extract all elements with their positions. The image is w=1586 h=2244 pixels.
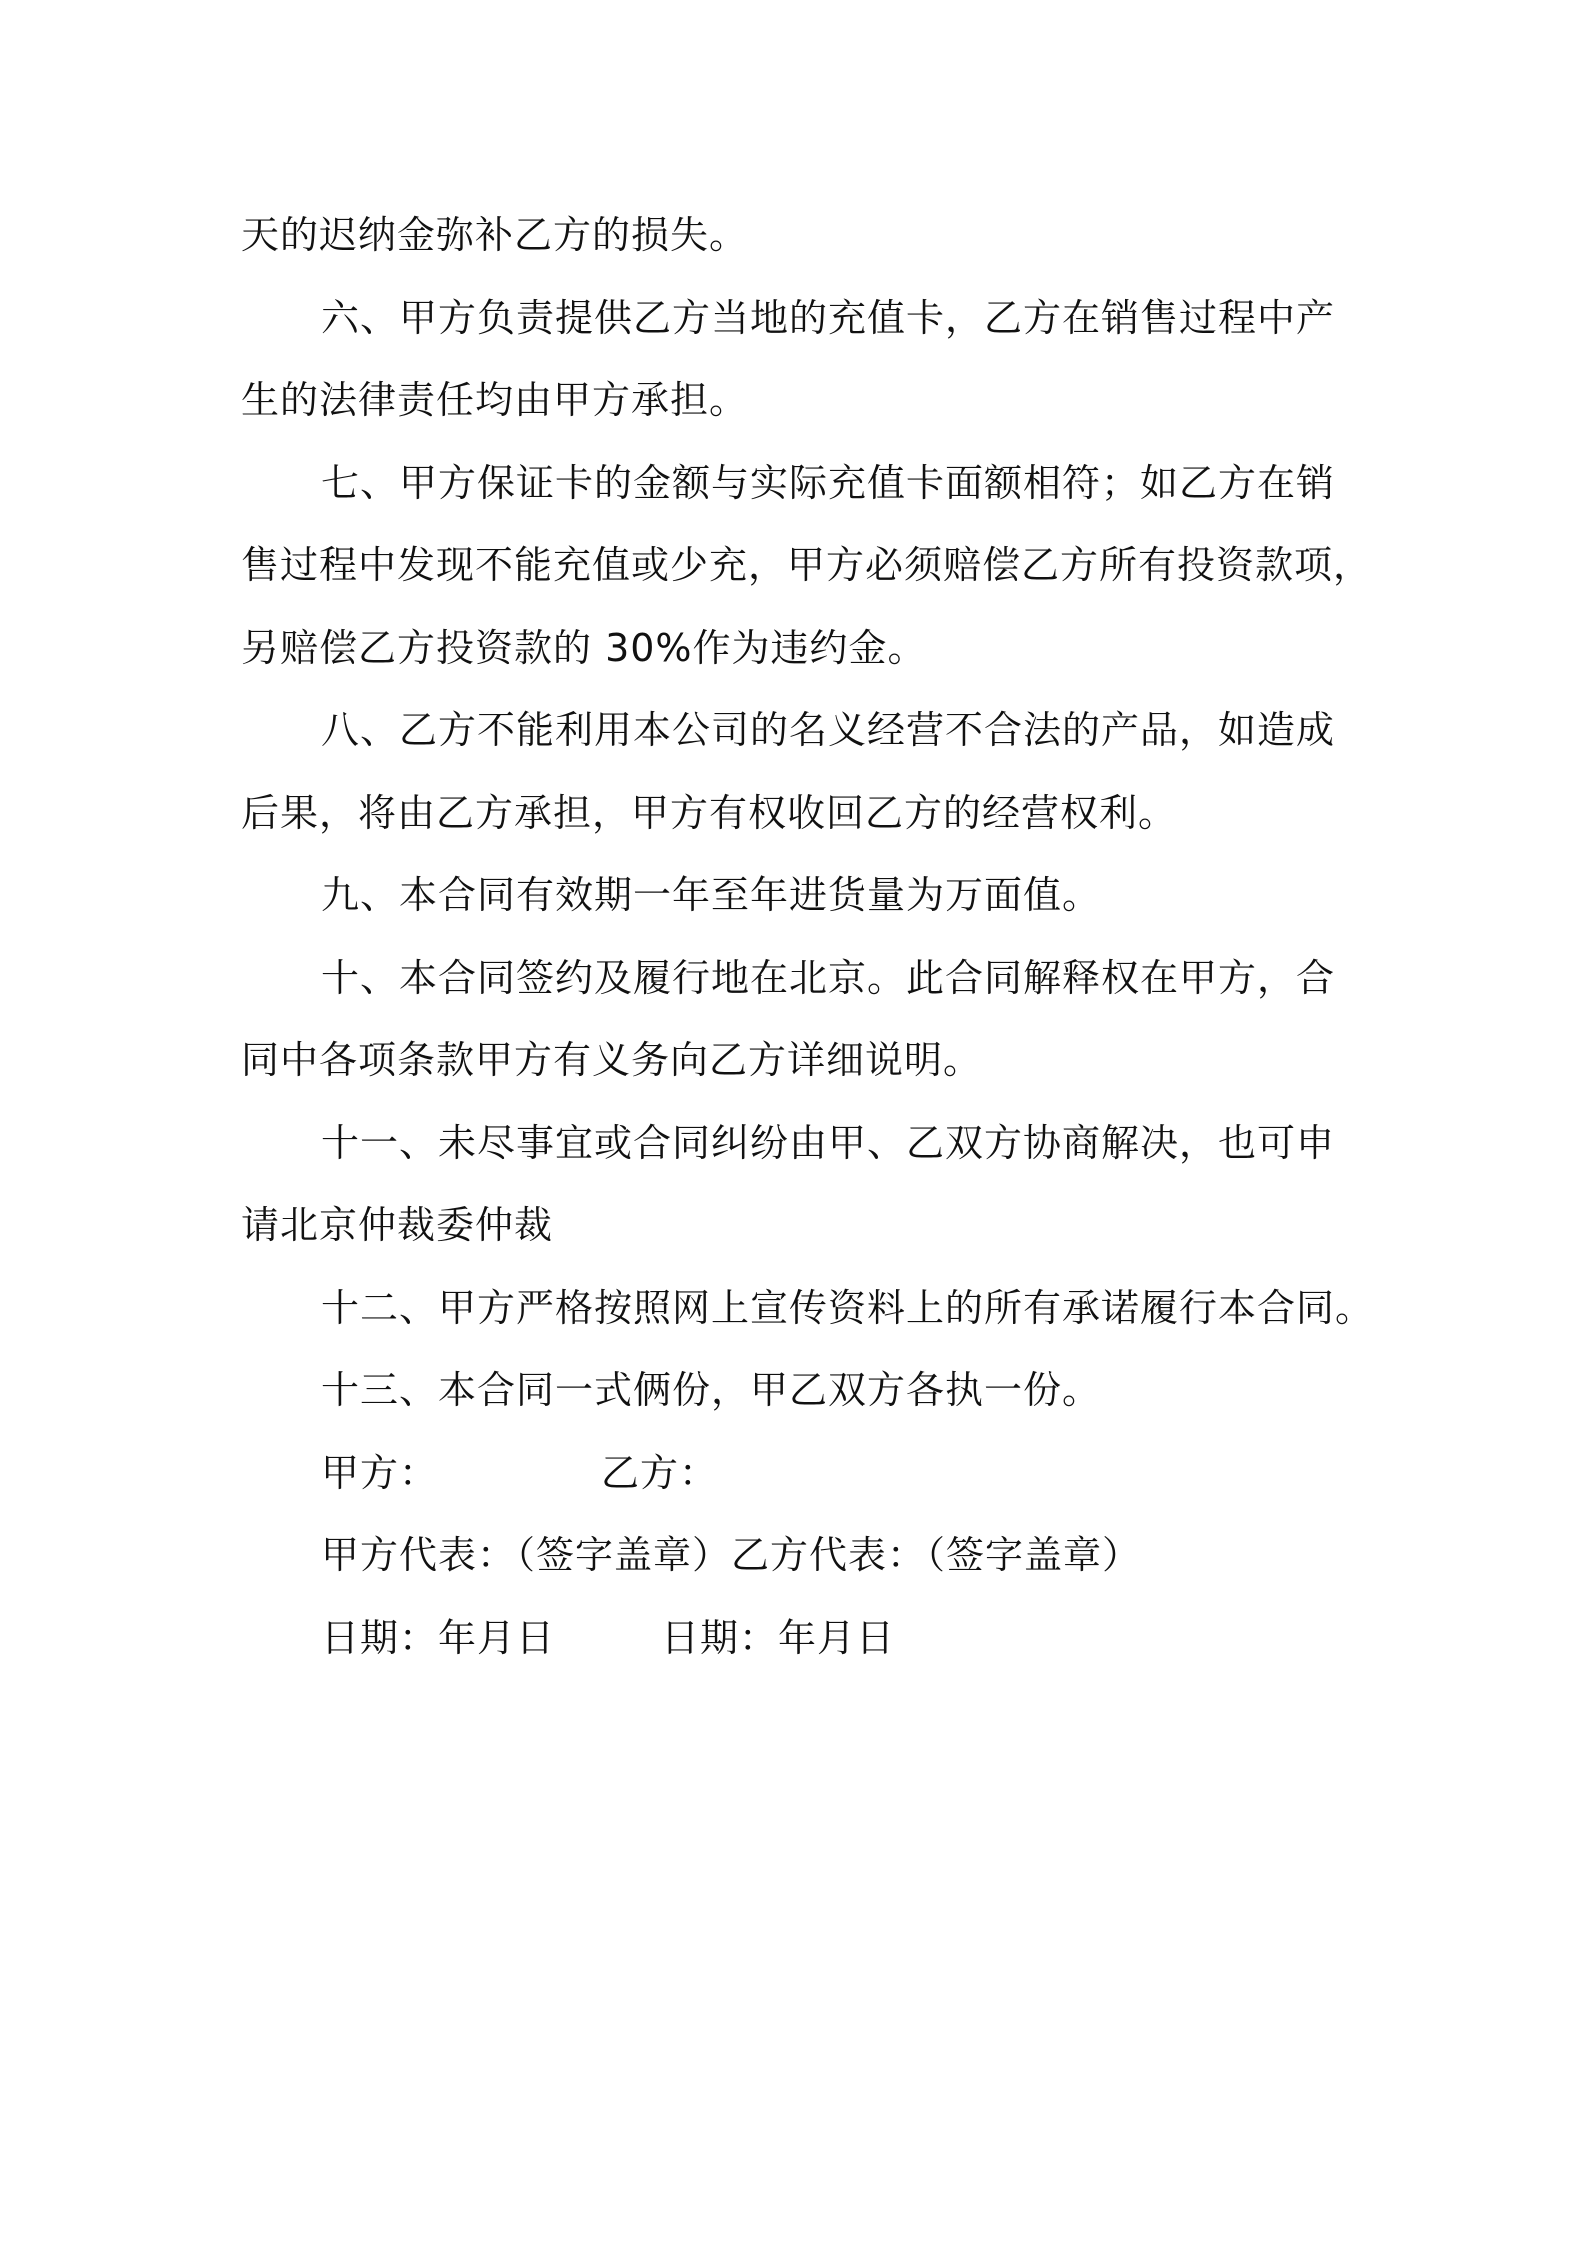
contract-body: [241, 194, 1375, 1679]
party-a-label: 甲方：: [321, 1450, 439, 1495]
paragraph-line: 同中各项条款甲方有义务向乙方详细说明。: [241, 1038, 983, 1082]
paragraph-line: 八、乙方不能利用本公司的名义经营不合法的产品，如造成: [321, 708, 1336, 752]
party-b-date: 日期：年月日: [661, 1615, 896, 1660]
paragraph-line: 九、本合同有效期一年至年进货量为万面值。: [321, 873, 1102, 917]
signature-dates: [241, 1597, 1371, 1680]
paragraph-line: 十一、未尽事宜或合同纠纷由甲、乙双方协商解决，也可申: [321, 1120, 1336, 1165]
paragraph-line: 七、甲方保证卡的金额与实际充值卡面额相符；如乙方在销: [321, 460, 1336, 505]
party-b-rep: 乙方代表：（签字盖章）: [731, 1533, 1142, 1577]
paragraph-line: 生的法律责任均由甲方承担。: [241, 378, 749, 422]
paragraph-line: 十三、本合同一式俩份，甲乙双方各执一份。: [321, 1368, 1102, 1412]
paragraph-line: 售过程中发现不能充值或少充，甲方必须赔偿乙方所有投资款项，: [241, 543, 1373, 587]
party-a-rep: 甲方代表：（签字盖章）: [321, 1533, 732, 1577]
signature-parties: [241, 1432, 1371, 1515]
party-a-date: 日期：年月日: [321, 1615, 556, 1660]
paragraph-line: 请北京仲裁委仲裁: [241, 1203, 554, 1247]
signature-representatives: [241, 1514, 1371, 1597]
paragraph-line: 六、甲方负责提供乙方当地的充值卡，乙方在销售过程中产: [321, 295, 1336, 340]
paragraph-line: 后果，将由乙方承担，甲方有权收回乙方的经营权利。: [241, 790, 1178, 835]
paragraph-line: 十、本合同签约及履行地在北京。此合同解释权在甲方，合: [321, 955, 1336, 1000]
paragraph-line: 另赔偿乙方投资款的 30%作为违约金。: [241, 625, 927, 670]
paragraph-line: 天的迟纳金弥补乙方的损失。: [241, 213, 749, 257]
party-b-label: 乙方：: [601, 1450, 719, 1495]
paragraph-line: 十二、甲方严格按照网上宣传资料上的所有承诺履行本合同。: [321, 1285, 1375, 1330]
